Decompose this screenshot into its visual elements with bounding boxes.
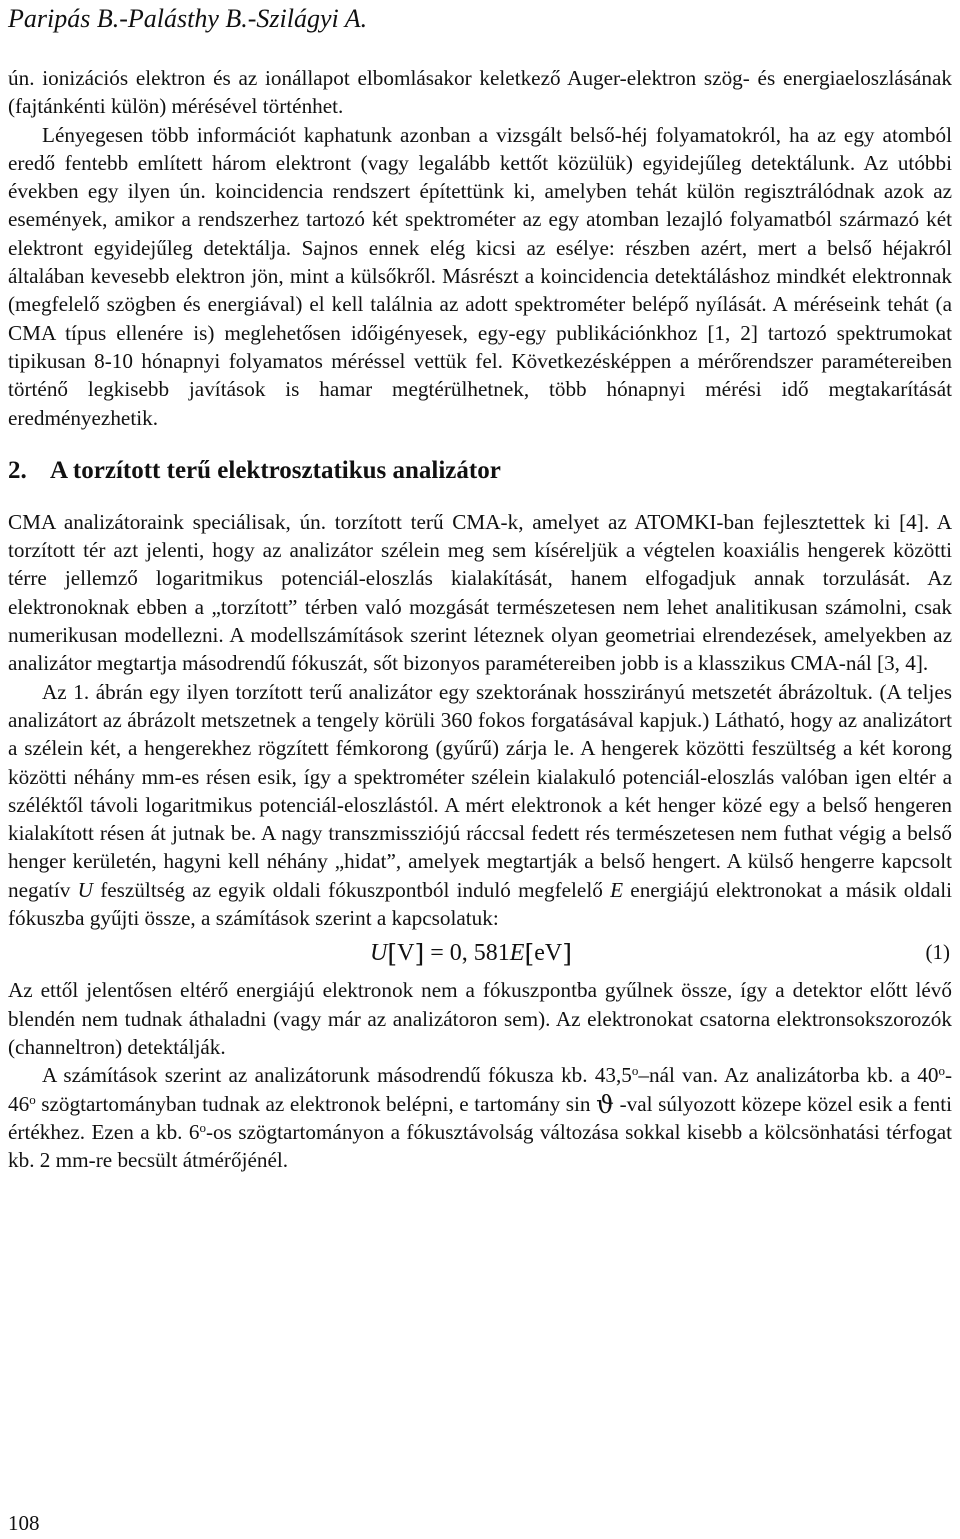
eq-unit-ev: eV bbox=[534, 940, 563, 967]
eq-equals: = bbox=[430, 940, 444, 967]
eq-coefficient: 0, 581 bbox=[449, 940, 510, 967]
left-bracket-icon: [ bbox=[524, 939, 535, 969]
p6-text-f: -os szögtartományon a fókusztávolság változása sokkal kisebb a kölcsönhatási térfogat kb. 2 mm-re becsült átmérőjénél. bbox=[8, 1119, 952, 1173]
equation-1 bbox=[8, 934, 952, 974]
p4-text-a: Az 1. ábrán egy ilyen torzított terű analizátor egy szektorának hosszirányú metszetét ábrázoltuk. (A teljes analizátort az ábrázolt metszetnek a tengely körüli 360 fokos forgatásával kapjuk.) Látható, hogy az analizátort a szélein két, a hengerekhez rögzített fémkorong (gyűrű) zárja le. A hengerek közötti feszültség a két korong közötti néhány mm-es résen esik, így a spektrométer szélein kialakuló potenciál-eloszlás valóban igen eltér a széléktől távoli logaritmikus potenciál-eloszlástól. A mért elektronok a két henger közé egy a belső hengeren kialakított résen át jutnak be. A nagy transzmissziójú ráccsal fedett rés természetesen nem futhat végig a belső henger kerületén, hagyni kell néhány „hidat”, amelyek megtartják a belső hengert. A külső hengerre kapcsolt negatív bbox=[8, 679, 952, 902]
p4-var-u: U bbox=[77, 877, 93, 902]
equation-number: (1) bbox=[925, 940, 950, 965]
p6-text-b: –nál van. Az analizátorba kb. a 40 bbox=[638, 1063, 939, 1088]
p6-text-c: -46 bbox=[8, 1063, 952, 1116]
degree-mark: o bbox=[199, 1119, 206, 1135]
theta-symbol: ϑ bbox=[596, 1089, 614, 1119]
eq-var-u: U bbox=[370, 940, 388, 967]
left-bracket-icon: [ bbox=[387, 939, 398, 969]
p6-text-e: -val súlyozott közepe közel esik a fenti értékhez. Ezen a kb. 6 bbox=[8, 1091, 952, 1144]
degree-mark: o bbox=[631, 1063, 639, 1079]
eq-unit-v: V bbox=[397, 940, 415, 967]
section-heading bbox=[8, 456, 952, 486]
right-bracket-icon: ] bbox=[414, 939, 425, 969]
paragraph-2: Lényegesen több információt kaphatunk azonban a vizsgált belső-héj folyamatokról, ha az egy atomból eredő fentebb említett három elektront (vagy legalább kettőt közülük) egyidejűleg detektálunk. Az utóbbi években egy ilyen ún. koincidencia rendszert építettünk ki, amelyben tehát külön regisztrálódnak azok az események, amikor a rendszerhez tartozó két spektrométer az egy atomban lezajló folyamatból származó két elektront egyidejűleg detektálja. Sajnos ennek elég kicsi az esélye: részben azért, mert a belső héjakról általában kevesebb elektron jön, mint a külsőkről. Másrészt a koincidencia detektáláshoz mindkét elektronnak (megfelelő szögben és energiával) el kell találnia az adott spektrométer belépő nyílását. A méréseink tehát (a CMA típus ellenére is) meglehetősen időigényesek, egy-egy publikációnkhoz [1, 2] tartozó spektrumokat tipikusan 8-10 hónapnyi folyamatos méréssel vettük fel. Következésképpen a mérőrendszer paramétereiben történő legkisebb javítások is hamar megtérülhetnek, több hónapnyi mérési idő megtakarítását eredményezhetik. bbox=[8, 122, 952, 430]
p4-var-e: E bbox=[610, 877, 624, 902]
eq-var-e: E bbox=[509, 940, 525, 967]
p4-text-c: energiájú elektronokat a másik oldali fókuszba gyűjti össze, a számítások szerint a kapcsolatuk: bbox=[8, 877, 952, 931]
section-title: A torzított terű elektrosztatikus analizátor bbox=[50, 456, 501, 484]
paragraph-5: Az ettől jelentősen eltérő energiájú elektronok nem a fókuszpontba gyűlnek össze, így a detektor előtt lévő blendén nem tudnak áthaladni (vagy már az analizátoron sem). Az elektronokat csatorna elektronsokszorozók (channeltron) detektálják. bbox=[8, 978, 952, 1059]
page-number: 108 bbox=[8, 1511, 40, 1535]
running-head: Paripás B.-Palásthy B.-Szilágyi A. bbox=[8, 4, 368, 33]
right-bracket-icon: ] bbox=[562, 939, 572, 969]
paragraph-1: ún. ionizációs elektron és az ionállapot elbomlásakor keletkező Auger-elektron szög- és energiaeloszlásának (fajtánkénti külön) mérésével történhet. bbox=[8, 66, 952, 119]
degree-mark: o bbox=[29, 1091, 36, 1107]
equation-expression bbox=[370, 936, 572, 970]
paragraph-3: CMA analizátoraink speciálisak, ún. torzított terű CMA-k, amelyet az ATOMKI-ban fejlesztettek ki [4]. A torzított tér azt jelenti, hogy az analizátor szélein meg sem kíséreljük a végtelen koaxiális hengerek közötti térre jellemző logaritmikus potenciál-eloszlás kialakítását, hanem elfogadjuk annak torzulását. Az elektronoknak ebben a „torzított” térben való mozgását természetesen nem lehet analitikusan számolni, csak numerikusan modellezni. A modellszámítások szerint léteznek olyan geometriai elrendezések, amelyekben az analizátor megtartja másodrendű fókuszát, sőt bizonyos paramétereiben jobb is a klasszikus CMA-nál [3, 4]. bbox=[8, 509, 952, 676]
paragraph-4 bbox=[8, 678, 952, 933]
p6-text-a: A számítások szerint az analizátorunk másodrendű fókusza kb. 43,5 bbox=[42, 1063, 632, 1088]
p4-text-b: feszültség az egyik oldali fókuszpontból induló megfelelő bbox=[92, 877, 611, 902]
degree-mark: o bbox=[938, 1063, 945, 1079]
p6-text-d: szögtartományban tudnak az elektronok belépni, e tartomány sin bbox=[35, 1091, 597, 1116]
page-body bbox=[8, 64, 952, 1174]
paragraph-6 bbox=[8, 1061, 952, 1174]
section-number: 2. bbox=[8, 456, 27, 484]
